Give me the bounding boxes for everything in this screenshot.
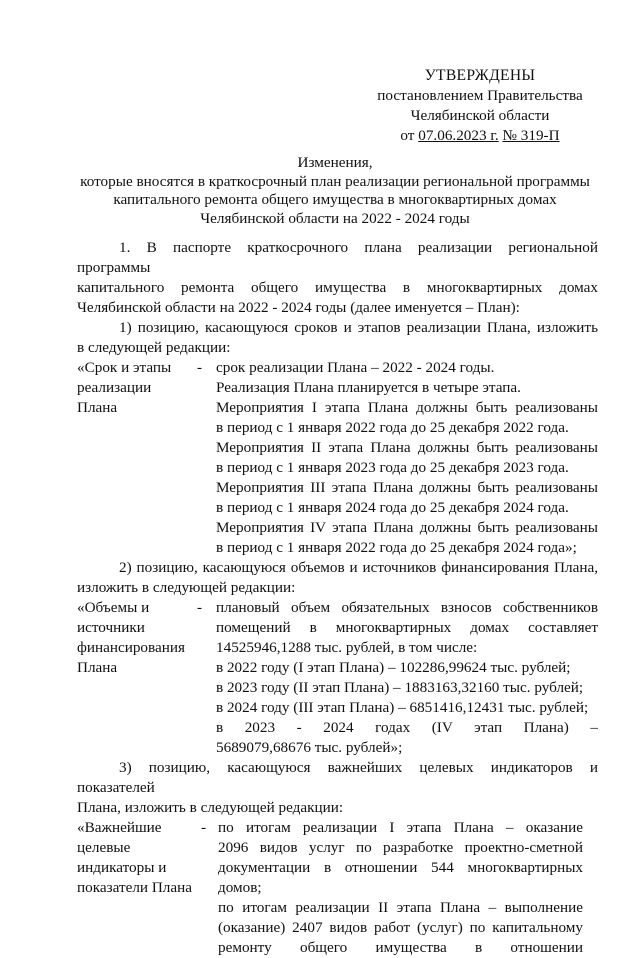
text-line: плановый объем обязательных взносов собственников [216, 599, 598, 616]
approval-date: 07.06.2023 г. [418, 127, 499, 144]
text-line: Мероприятия II этапа Плана должны быть реализованы [216, 439, 598, 456]
approval-date-prefix: от [400, 127, 419, 144]
paragraph-2-line-1: 1) позицию, касающуюся сроков и этапов реализации Плана, изложить [119, 319, 598, 336]
approval-stamp [360, 66, 600, 146]
text-line: Мероприятия I этапа Плана должны быть реализованы [216, 399, 598, 416]
paragraph-1-line-3: Челябинской области на 2022 - 2024 годы (далее именуется – План): [77, 299, 520, 316]
paragraph-3-line-2: изложить в следующей редакции: [77, 579, 296, 596]
position-terms-stages [77, 358, 598, 558]
text-line: 14525946,1288 тыс. рублей, в том числе: [216, 639, 478, 656]
position-label: «Важнейшие целевые индикаторы и показатели Плана [77, 819, 192, 896]
position-dash: - [201, 819, 207, 836]
heading-line-1: Изменения, [297, 154, 373, 171]
position-text [216, 358, 598, 558]
text-line: (оказание) 2407 видов работ (услуг) по капитальному [218, 919, 583, 936]
approval-line-1: постановлением Правительства [377, 87, 583, 104]
paragraph-1-line-1: 1. В паспорте краткосрочного плана реализации региональной программы [77, 239, 598, 276]
document-heading [60, 154, 610, 228]
position-text [216, 598, 598, 758]
text-line: в 2022 году (I этап Плана) – 102286,99624 тыс. рублей; [216, 659, 571, 676]
text-line: Мероприятия III этапа Плана должны быть реализованы [216, 479, 598, 496]
paragraph-4-line-1: 3) позицию, касающуюся важнейших целевых индикаторов и показателей [77, 759, 598, 796]
text-line: по итогам реализации I этапа Плана – оказание [218, 819, 583, 836]
paragraph-2-line-2: в следующей редакции: [77, 339, 231, 356]
approval-title: УТВЕРЖДЕНЫ [424, 67, 536, 84]
text-line: 5689079,68676 тыс. рублей»; [216, 739, 403, 756]
text-line: в 2024 году (III этап Плана) – 6851416,12431 тыс. рублей; [216, 699, 589, 716]
position-label: «Срок и этапы реализации Плана [77, 359, 172, 416]
text-line: в период с 1 января 2022 года до 25 декабря 2024 года»; [216, 539, 577, 556]
text-line: Мероприятия IV этапа Плана должны быть реализованы [216, 519, 598, 536]
document-body [77, 238, 598, 958]
text-line: срок реализации Плана – 2022 - 2024 годы. [216, 359, 495, 376]
text-line: документации в отношении 544 многоквартирных [218, 859, 583, 876]
position-label: «Объемы и источники финансирования Плана [77, 599, 185, 676]
text-line: в период с 1 января 2023 года до 25 декабря 2023 года. [216, 459, 569, 476]
text-line: Реализация Плана планируется в четыре этапа. [216, 379, 521, 396]
approval-date-line [360, 126, 600, 146]
heading-line-2: которые вносятся в краткосрочный план реализации региональной программы [80, 172, 590, 190]
text-line: по итогам реализации II этапа Плана – выполнение [218, 899, 583, 916]
position-indicators [77, 818, 598, 958]
text-line: 2096 видов услуг по разработке проектно-сметной [218, 839, 583, 856]
position-text [218, 818, 583, 958]
text-line: помещений в многоквартирных домах составляет [216, 619, 598, 636]
approval-line-2: Челябинской области [410, 107, 550, 124]
position-dash: - [197, 359, 203, 376]
text-line: ремонту общего имущества в отношении [218, 939, 583, 956]
text-line: в 2023 году (II этап Плана) – 1883163,32160 тыс. рублей; [216, 679, 584, 696]
paragraph-3-line-1: 2) позицию, касающуюся объемов и источников финансирования Плана, [119, 559, 598, 576]
text-line: в 2023 - 2024 годах (IV этап Плана) – [216, 719, 598, 736]
text-line: в период с 1 января 2022 года до 25 декабря 2022 года. [216, 419, 569, 436]
text-line: домов; [218, 879, 262, 896]
position-financing [77, 598, 598, 758]
heading-line-3: капитального ремонта общего имущества в многоквартирных домах [113, 191, 557, 208]
heading-line-4: Челябинской области на 2022 - 2024 годы [200, 209, 470, 227]
position-dash: - [197, 599, 203, 616]
paragraph-1-line-2: капитального ремонта общего имущества в многоквартирных домах [77, 279, 598, 296]
approval-number: № 319-П [502, 127, 560, 144]
text-line: в период с 1 января 2024 года до 25 декабря 2024 года. [216, 499, 569, 516]
paragraph-4-line-2: Плана, изложить в следующей редакции: [77, 799, 344, 816]
